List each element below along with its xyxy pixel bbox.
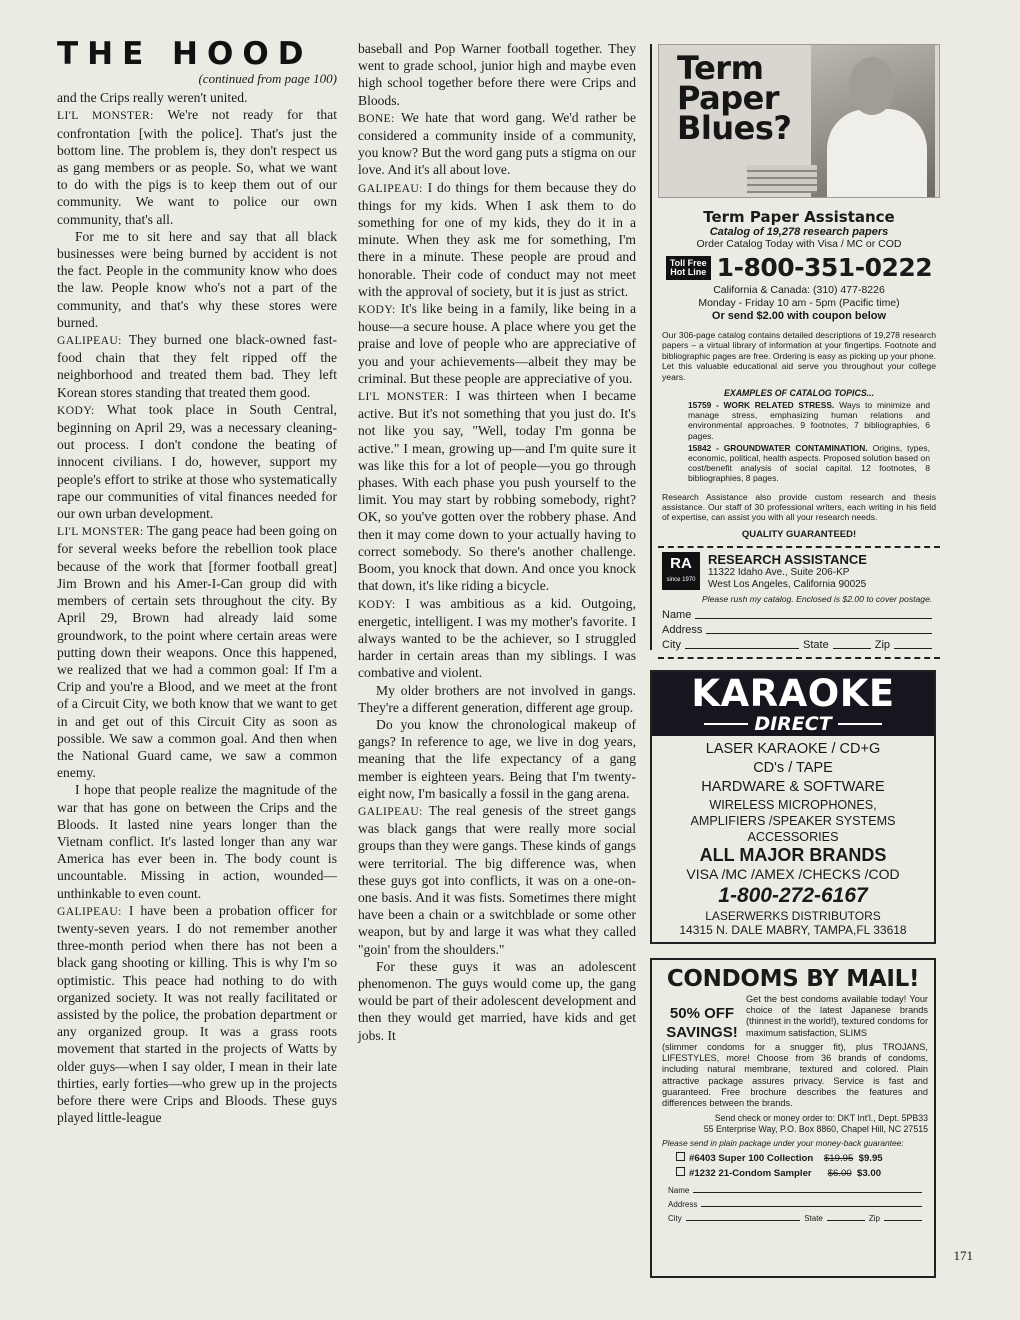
karaoke-ad xyxy=(650,670,936,944)
speaker-label: KODY: xyxy=(358,303,396,317)
order-coupon[interactable] xyxy=(658,546,940,659)
hours-line: Monday - Friday 10 am - 5pm (Pacific time) xyxy=(698,297,900,309)
speaker-label: BONE: xyxy=(358,111,395,125)
term-paper-title: Term Paper Assistance xyxy=(703,208,895,226)
article-paragraph: Do you know the chronological makeup of gangs? In reference to age, we live in dog years, meaning that the life expectancy of a gang member is eighteen years. Being that I'm twenty-eight now, I'm basically a fossil in the gang arena. xyxy=(358,716,636,801)
karaoke-title: KARAOKE xyxy=(691,672,895,715)
article-paragraph: baseball and Pop Warner football together. They went to grade school, junior high and maybe even high school together before there were Crips and Bloods. xyxy=(358,41,636,108)
checkbox[interactable] xyxy=(676,1152,685,1161)
example-topic: 15759 - WORK RELATED STRESS. Ways to minimize and manage stress, emphasizing human relations and environmental approaches. 9 footnotes, 7 bibliographies, 6 pages. xyxy=(688,400,930,441)
speaker-label: GALIPEAU: xyxy=(358,804,423,818)
address-line-2: West Los Angeles, California 90025 xyxy=(708,578,867,590)
article-paragraph: LI'L MONSTER: The gang peace had been going on for several weeks before the rebellion took place because of the work that [former football great] Jim Brown and his Amer-I-Can group did with members of certain sets throughout the city. By April 29, Brown had already laid some groundwork, to the point where certain areas were putting down their weapons. Once this happened, we realized that we had a common goal: If I'm a Crip and you're a Blood, and we meet at the front of a Circuit City, we both know that we want to get in and get out of this Circuit City as soon as possible. We saw a common goal. And then when the National Guard came, we saw a common enemy. xyxy=(57,523,338,781)
order-line: Order Catalog Today with Visa / MC or COD xyxy=(696,238,902,250)
speaker-label: LI'L MONSTER: xyxy=(358,390,449,404)
condoms-ad xyxy=(650,958,936,1278)
karaoke-brands: ALL MAJOR BRANDS xyxy=(699,845,887,865)
condoms-title: CONDOMS BY MAIL! xyxy=(666,966,920,992)
article-paragraph: For these guys it was an adolescent phenomenon. The guys would come up, the gang would be part of their adolescent development and then they would get married, have kids and get jobs. It xyxy=(358,958,636,1043)
condoms-name-field[interactable]: Name xyxy=(652,1181,934,1195)
order-item[interactable]: #1232 21-Condom Sampler $6.00 $3.00 xyxy=(676,1166,934,1181)
article-paragraph: GALIPEAU: I do things for them because they do things for my kids. When I ask them to do something for one of my kids, they do it in a minute. When they ask me for something, I'm there in a minute. These people are proud and honorable. Their code of conduct may not meet with the approval of society, but it is just as strict. xyxy=(358,179,636,299)
order-item[interactable]: #6403 Super 100 Collection $19.95 $9.95 xyxy=(676,1151,934,1166)
ca-phone-line: California & Canada: (310) 477-8226 xyxy=(713,284,885,296)
column-1-body xyxy=(57,89,337,1126)
send-line: Send check or money order to: DKT Int'l., Dept. 5PB33 55 Enterprise Way, P.O. Box 8860, Chapel Hill, NC 27515 xyxy=(703,1113,928,1134)
condoms-address-field[interactable]: Address xyxy=(652,1195,934,1209)
catalog-line: Catalog of 19,278 research papers xyxy=(709,226,889,238)
rush-note: Please rush my catalog. Enclosed is $2.00 to cover postage. xyxy=(702,593,933,604)
speaker-label: KODY: xyxy=(57,403,95,417)
article-title: THE HOOD xyxy=(57,36,313,72)
city-state-zip-field[interactable]: City State Zip xyxy=(662,636,936,651)
article-column-2 xyxy=(358,40,636,1044)
coupon-offer: Or send $2.00 with coupon below xyxy=(711,310,887,322)
condoms-copy-continued: (slimmer condoms for a snugger fit), plus TROJANS, LIFESTYLES, more! Choose from 36 brands of condoms, including natural membrane, textured and colored. Plain attractive package assures privacy. Service is fast and guaranteed. Free brochure describes the features and differences between the brands. xyxy=(662,1042,928,1109)
karaoke-company: LASERWERKS DISTRIBUTORS xyxy=(705,909,881,923)
karaoke-address: 14315 N. DALE MABRY, TAMPA,FL 33618 xyxy=(679,923,907,937)
speaker-label: LI'L MONSTER: xyxy=(57,109,154,123)
column-2-body xyxy=(358,40,636,1044)
page-number: 171 xyxy=(953,1248,973,1263)
speaker-label: GALIPEAU: xyxy=(358,181,423,195)
article-paragraph: KODY: It's like being in a family, like being in a house—a secure house. A place where you get the praise and love of people who are appreciative of you and your achievements—albeit they may be criminal. But these people are appreciative of you. xyxy=(358,301,637,386)
books-image xyxy=(747,165,817,193)
term-paper-banner xyxy=(658,44,940,198)
karaoke-phone[interactable]: 1-800-272-6167 xyxy=(718,884,868,907)
quality-guarantee: QUALITY GUARANTEED! xyxy=(741,528,857,540)
savings-badge: 50% OFF SAVINGS! xyxy=(666,1005,738,1041)
term-paper-phone[interactable]: 1-800-351-0222 xyxy=(716,253,933,282)
address-field[interactable]: Address xyxy=(662,621,936,636)
condoms-copy: Get the best condoms available today! Your choice of the latest Japanese brands (thinnest in the world!), textured condoms for maximum satisfaction, SLIMS xyxy=(746,994,928,1038)
article-paragraph: BONE: We hate that word gang. We'd rather be considered a community inside of a community, you know? But the word gang puts a stigma on our love. And it's all about love. xyxy=(358,109,637,178)
article-paragraph: LI'L MONSTER: We're not ready for that confrontation [with the police]. That's just the bottom line. The problem is, they don't respect us as gang members or as people. So, what we want to do with the pigs is to keep them out of our community. We want to police our own community, that's all. xyxy=(57,107,337,227)
address-line-1: 11322 Idaho Ave., Suite 206-KP xyxy=(708,566,850,578)
article-paragraph: KODY: I was ambitious as a kid. Outgoing, energetic, intelligent. I was my mother's favorite. I always wanted to be the achiever, so I struggled harder in certain areas than my siblings. I was combative and violent. xyxy=(358,595,636,681)
condoms-city-field[interactable]: City State Zip xyxy=(652,1209,934,1223)
term-paper-ad xyxy=(650,44,940,650)
examples-heading: EXAMPLES OF CATALOG TOPICS... xyxy=(723,388,875,399)
article-paragraph: LI'L MONSTER: I was thirteen when I became active. But it's not something that you just do. It's not like you say, "Well, today I'm gonna be active." I mean, growing up—and I'm quite sure it was like this for a lot of people—you go through phases. With each phase you push yourself to the limit. You may start by robbing somebody, right? OK, so you've gotten over the robbery phase. And then it may come down to your actually having to correct somebody. So there's another challenge. Boom, you knock that down. And once you knock that down, it's like riding a bicycle. xyxy=(358,388,637,594)
karaoke-payment: VISA /MC /AMEX /CHECKS /COD xyxy=(686,866,900,882)
term-paper-headline: Term Paper Blues? xyxy=(677,49,792,147)
continued-note: (continued from page 100) xyxy=(198,71,337,86)
example-topic: 15842 - GROUNDWATER CONTAMINATION. Origins, types, economic, political, health aspects. Proposed solution based on cost/benefit analysis of social capital. 12 footnotes, 8 bibliographies, 8 pages. xyxy=(688,442,930,484)
toll-free-badge: Toll Free Hot Line xyxy=(666,256,711,280)
speaker-label: GALIPEAU: xyxy=(57,904,122,918)
karaoke-line: WIRELESS MICROPHONES, xyxy=(709,798,877,812)
article-paragraph: GALIPEAU: The real genesis of the street gangs was black gangs that were really more social groups than they were gangs. These kinds of gangs were territorial. The big difference was, when these guys got into conflicts, it was on a one-on-one basis. And it was fists. Sometimes there might have been a chain or a switchblade or some other weapon, but by and large it was what they called "goin' from the shoulders." xyxy=(358,802,636,957)
plain-package-note: Please send in plain package under your money-back guarantee: xyxy=(662,1138,904,1149)
name-field[interactable]: Name xyxy=(662,606,936,621)
article-paragraph: For me to sit here and say that all black businesses were being burned by accident is not the fact. People in the community know who does the law. People know who's not a part of the community, and that's why these stores were burned. xyxy=(57,228,337,330)
karaoke-line: HARDWARE & SOFTWARE xyxy=(701,779,885,795)
custom-research-note: Research Assistance also provide custom research and thesis assistance. Our staff of 30 professional writers, each writing in his field of expertise, can assist you with all your research needs. xyxy=(662,491,936,523)
karaoke-subtitle: DIRECT xyxy=(652,714,934,734)
speaker-label: GALIPEAU: xyxy=(57,334,122,348)
article-column-1 xyxy=(57,38,337,1126)
catalog-description: Our 306-page catalog contains detailed descriptions of 19,278 research papers – a virtual library of information at your fingertips. Footnote and bibliographic pages are free. Ordering is easy as picking up your phone. Let this valuable educational aid serve you throughout your college years. xyxy=(662,330,936,382)
article-paragraph: and the Crips really weren't united. xyxy=(57,90,248,106)
article-paragraph: GALIPEAU: I have been a probation officer for twenty-seven years. I do not remember another three-month period when there has not been a black gang shooting or killing. This is why I'm so optimistic. This peace had nothing to do with organized society. It was not really facilitated or assisted by the police, the probation department or any organized group. It was a grass roots movement that started in the projects of Watts by older guys—when I say older, I mean in their late thirties, early forties—who grew up in the projects before there were Crips and Bloods. These guys played little-league xyxy=(57,902,337,1126)
karaoke-line: LASER KARAOKE / CD+G xyxy=(705,741,881,757)
article-paragraph: My older brothers are not involved in gangs. They're a different generation, different age group. xyxy=(358,682,636,715)
karaoke-banner xyxy=(652,672,934,736)
article-paragraph: I hope that people realize the magnitude of the war that has gone on between the Crips and the Bloods. It lasted nine years longer than the Vietnam conflict. It's lasted longer than any war America has ever been in. The body count is uncountable. Missing in action, wounded—unthinkable to even count. xyxy=(57,782,337,901)
speaker-label: KODY: xyxy=(358,597,396,611)
karaoke-line: AMPLIFIERS /SPEAKER SYSTEMS xyxy=(690,814,896,828)
speaker-label: LI'L MONSTER: xyxy=(57,525,144,539)
article-paragraph: GALIPEAU: They burned one black-owned fast-food chain that they felt ripped off the neighborhood and treated them bad. They left Korean stores standing that treated them good. xyxy=(57,332,338,400)
article-paragraph: KODY: What took place in South Central, beginning on April 29, was a necessary cleaning-out process. I don't condone the beating of innocent civilians. I do, however, support my people's effort to strike at those who systematically rape our communities of vital finances needed for our own urban development. xyxy=(57,401,337,522)
student-photo xyxy=(811,45,935,197)
ra-logo: RA since 1970 xyxy=(662,552,700,590)
karaoke-line: CD's / TAPE xyxy=(753,760,833,776)
company-name: RESEARCH ASSISTANCE xyxy=(708,551,867,567)
karaoke-line: ACCESSORIES xyxy=(747,830,839,844)
checkbox[interactable] xyxy=(676,1167,685,1176)
